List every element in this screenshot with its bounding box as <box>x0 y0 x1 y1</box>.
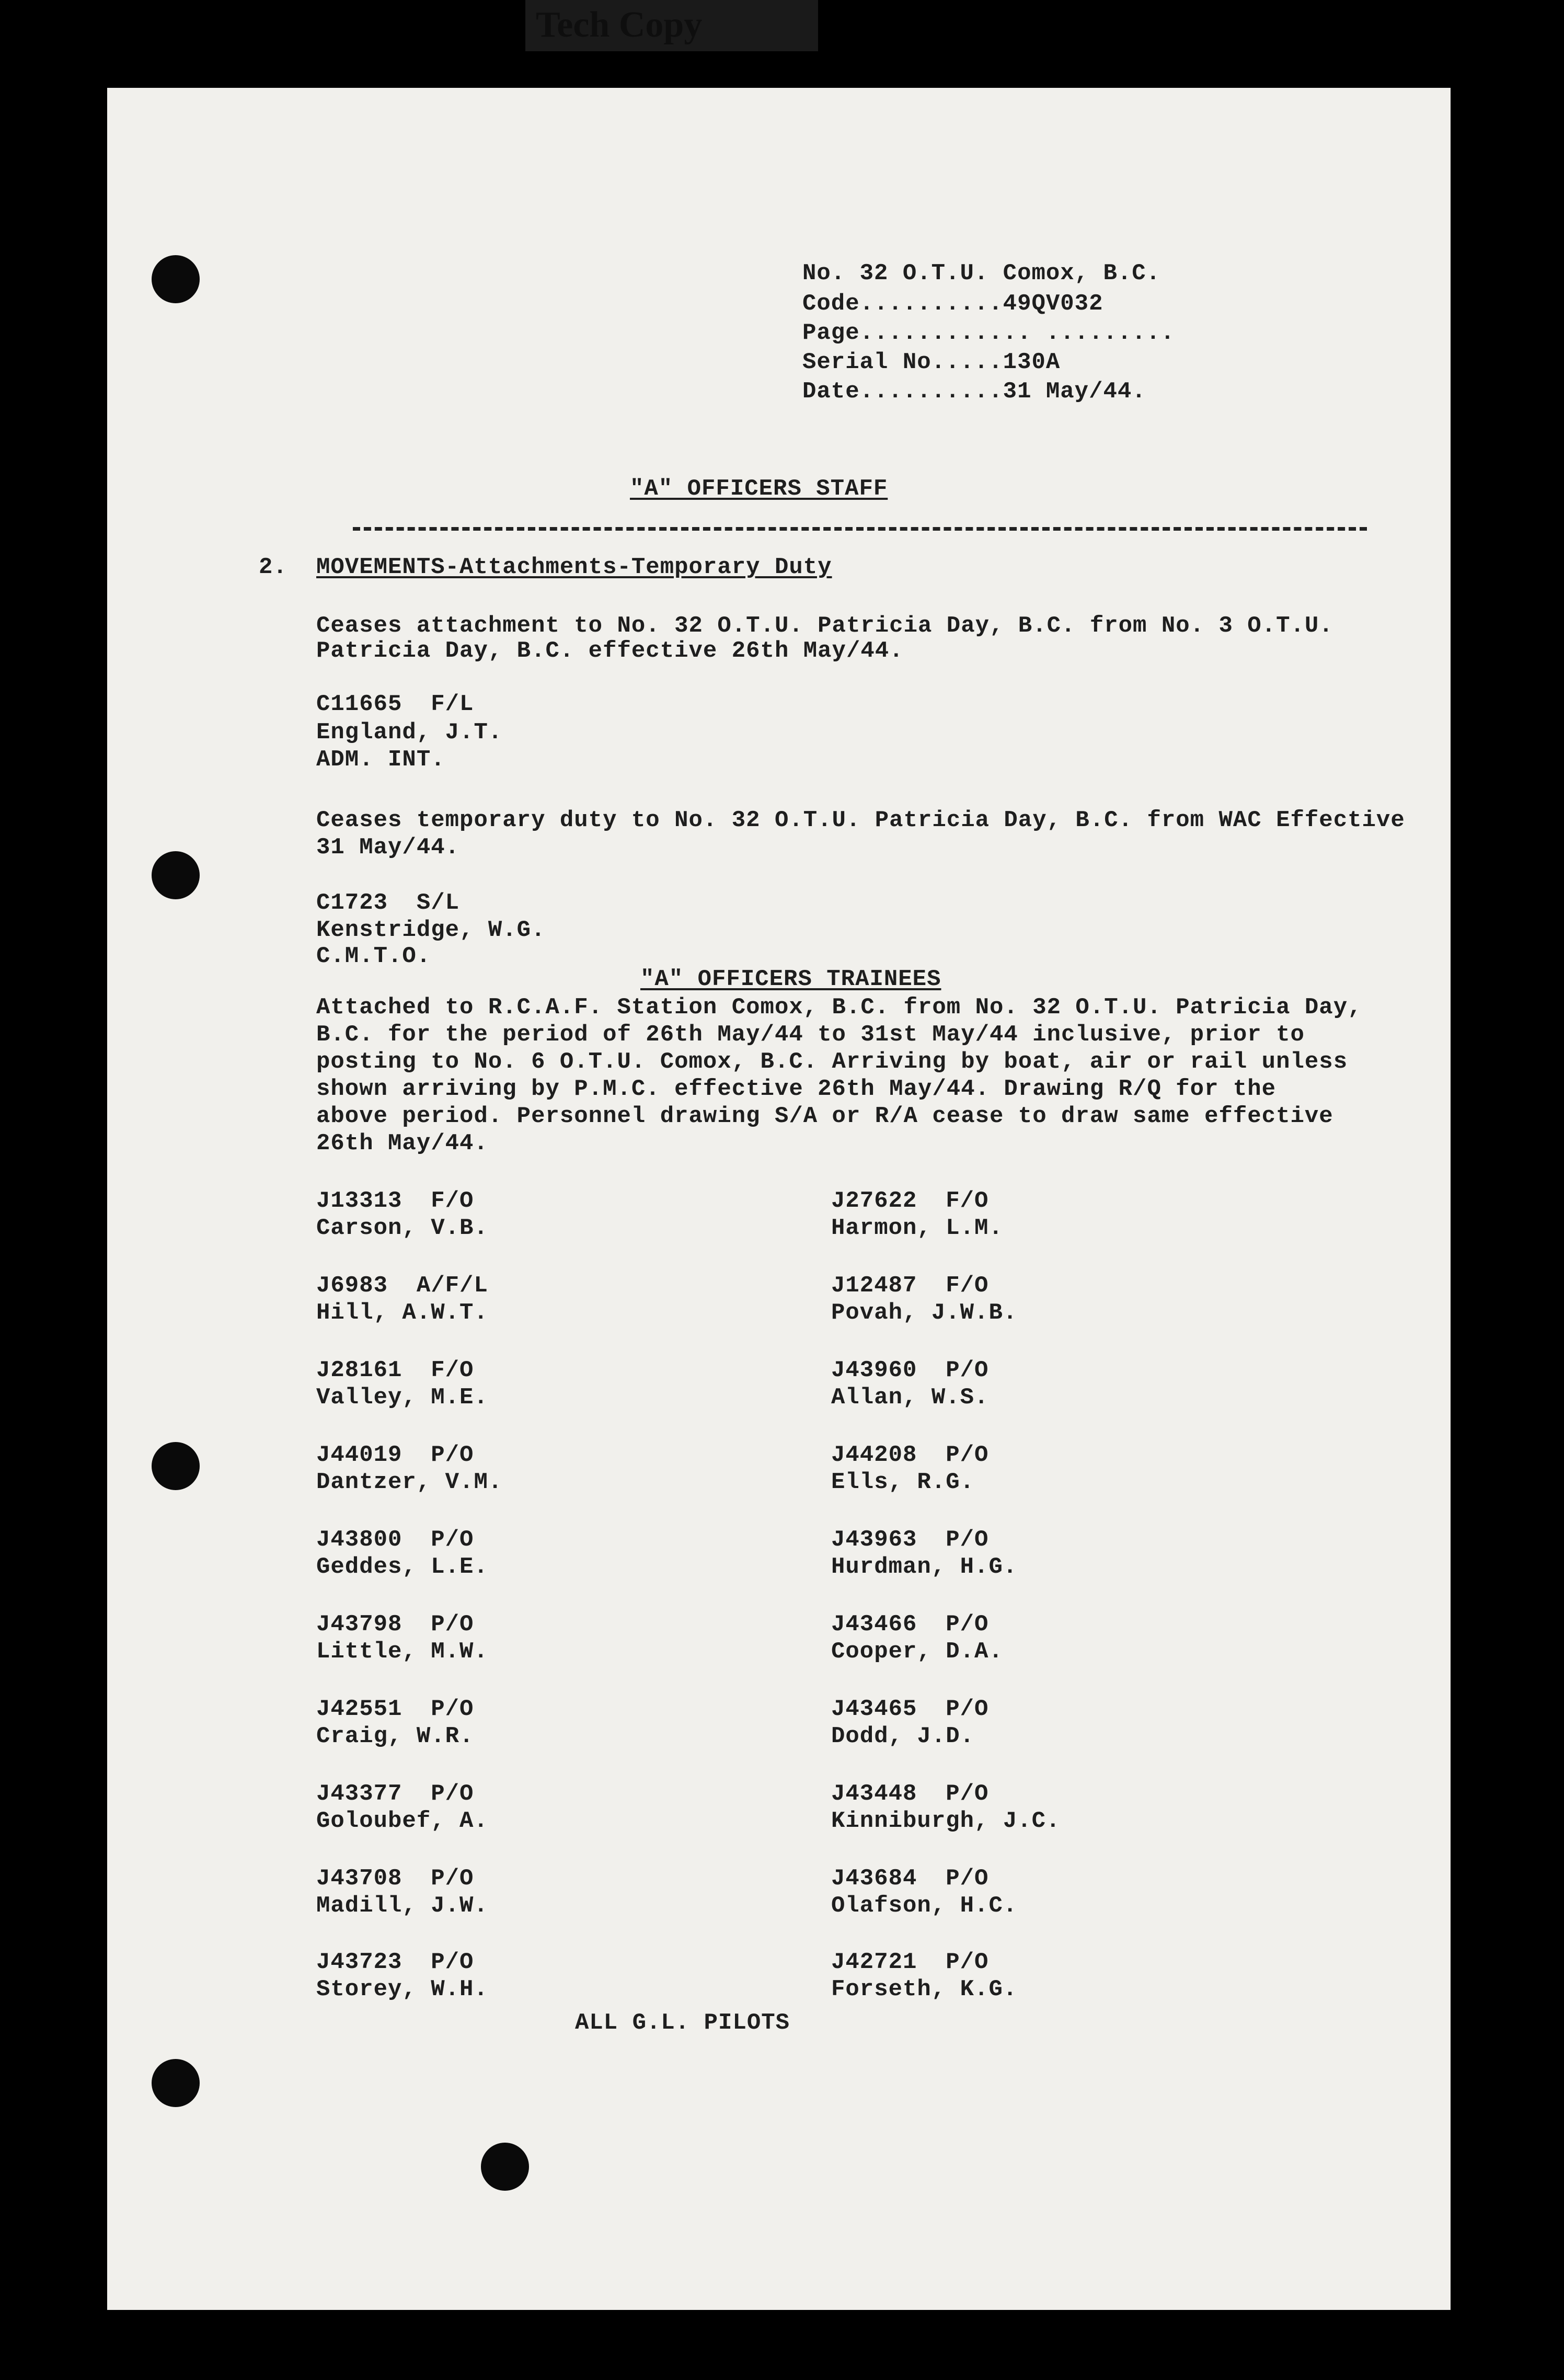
trainee-id: J43963 P/O <box>831 1527 989 1553</box>
trainee-name: Dantzer, V.M. <box>316 1469 503 1495</box>
header-page: Page............ ......... <box>802 320 1175 346</box>
trainee-id: J13313 F/O <box>316 1188 474 1214</box>
rubber-stamp <box>525 0 818 51</box>
trainee-id: J43466 P/O <box>831 1611 989 1638</box>
punch-hole <box>481 2143 529 2191</box>
officer1-name: England, J.T. <box>316 719 503 746</box>
trainee-name: Olafson, H.C. <box>831 1893 1018 1919</box>
trainee-id: J43684 P/O <box>831 1866 989 1892</box>
para3-line: shown arriving by P.M.C. effective 26th May/44. Drawing R/Q for the <box>316 1076 1276 1102</box>
trainee-name: Forseth, K.G. <box>831 1976 1018 2003</box>
trainee-id: J44019 P/O <box>316 1442 474 1468</box>
trainee-name: Dodd, J.D. <box>831 1723 975 1749</box>
para2-line1: Ceases temporary duty to No. 32 O.T.U. Patricia Day, B.C. from WAC Effective <box>316 807 1405 833</box>
trainee-id: J43708 P/O <box>316 1866 474 1892</box>
trainee-id: J12487 F/O <box>831 1273 989 1299</box>
trainee-id: J28161 F/O <box>316 1357 474 1383</box>
document-page <box>107 88 1451 2310</box>
header-divider <box>353 527 1367 531</box>
trainee-name: Cooper, D.A. <box>831 1639 1003 1665</box>
punch-hole <box>152 851 200 899</box>
trainee-id: J43448 P/O <box>831 1781 989 1807</box>
para2-line2: 31 May/44. <box>316 834 460 861</box>
trainee-name: Carson, V.B. <box>316 1215 488 1241</box>
trainee-id: J43798 P/O <box>316 1611 474 1638</box>
trainee-name: Storey, W.H. <box>316 1976 488 2003</box>
punch-hole <box>152 2059 200 2107</box>
trainee-id: J43377 P/O <box>316 1781 474 1807</box>
trainee-name: Kinniburgh, J.C. <box>831 1808 1061 1834</box>
trainee-id: J43800 P/O <box>316 1527 474 1553</box>
trainee-id: J42721 P/O <box>831 1949 989 1975</box>
section-title: MOVEMENTS-Attachments-Temporary Duty <box>316 554 832 580</box>
trainee-name: Hill, A.W.T. <box>316 1300 488 1326</box>
trainees-heading: "A" OFFICERS TRAINEES <box>640 966 941 992</box>
trainee-name: Little, M.W. <box>316 1639 488 1665</box>
trainee-name: Hurdman, H.G. <box>831 1554 1018 1580</box>
trainee-id: J6983 A/F/L <box>316 1273 488 1299</box>
stamp-text: Tech Copy <box>536 5 703 45</box>
punch-hole <box>152 255 200 303</box>
header-code: Code..........49QV032 <box>802 291 1103 317</box>
trainee-id: J43960 P/O <box>831 1357 989 1383</box>
para3-line: 26th May/44. <box>316 1130 488 1157</box>
staff-heading: "A" OFFICERS STAFF <box>630 476 888 502</box>
trainee-name: Goloubef, A. <box>316 1808 488 1834</box>
header-unit: No. 32 O.T.U. Comox, B.C. <box>802 260 1161 287</box>
trainee-id: J44208 P/O <box>831 1442 989 1468</box>
trainee-name: Povah, J.W.B. <box>831 1300 1018 1326</box>
para3-line: posting to No. 6 O.T.U. Comox, B.C. Arriving by boat, air or rail unless <box>316 1049 1348 1075</box>
para1-line1: Ceases attachment to No. 32 O.T.U. Patricia Day, B.C. from No. 3 O.T.U. <box>316 613 1333 639</box>
footer-note: ALL G.L. PILOTS <box>575 2010 790 2036</box>
officer1-number-rank: C11665 F/L <box>316 691 474 717</box>
officer2-branch: C.M.T.O. <box>316 943 431 969</box>
header-date: Date..........31 May/44. <box>802 379 1146 405</box>
para3-line: Attached to R.C.A.F. Station Comox, B.C. from No. 32 O.T.U. Patricia Day, <box>316 994 1362 1021</box>
trainee-name: Ells, R.G. <box>831 1469 975 1495</box>
trainee-name: Valley, M.E. <box>316 1384 488 1411</box>
trainee-id: J27622 F/O <box>831 1188 989 1214</box>
officer2-name: Kenstridge, W.G. <box>316 917 546 943</box>
officer2-number-rank: C1723 S/L <box>316 890 460 916</box>
section-number: 2. <box>259 554 288 580</box>
trainee-id: J43465 P/O <box>831 1696 989 1722</box>
trainee-name: Harmon, L.M. <box>831 1215 1003 1241</box>
trainee-name: Craig, W.R. <box>316 1723 474 1749</box>
para1-line2: Patricia Day, B.C. effective 26th May/44. <box>316 638 904 664</box>
header-serial: Serial No.....130A <box>802 349 1061 375</box>
para3-line: B.C. for the period of 26th May/44 to 31st May/44 inclusive, prior to <box>316 1022 1305 1048</box>
trainee-id: J43723 P/O <box>316 1949 474 1975</box>
trainee-name: Allan, W.S. <box>831 1384 989 1411</box>
para3-line: above period. Personnel drawing S/A or R/A cease to draw same effective <box>316 1103 1333 1129</box>
trainee-id: J42551 P/O <box>316 1696 474 1722</box>
trainee-name: Madill, J.W. <box>316 1893 488 1919</box>
trainee-name: Geddes, L.E. <box>316 1554 488 1580</box>
punch-hole <box>152 1442 200 1490</box>
officer1-branch: ADM. INT. <box>316 747 445 773</box>
